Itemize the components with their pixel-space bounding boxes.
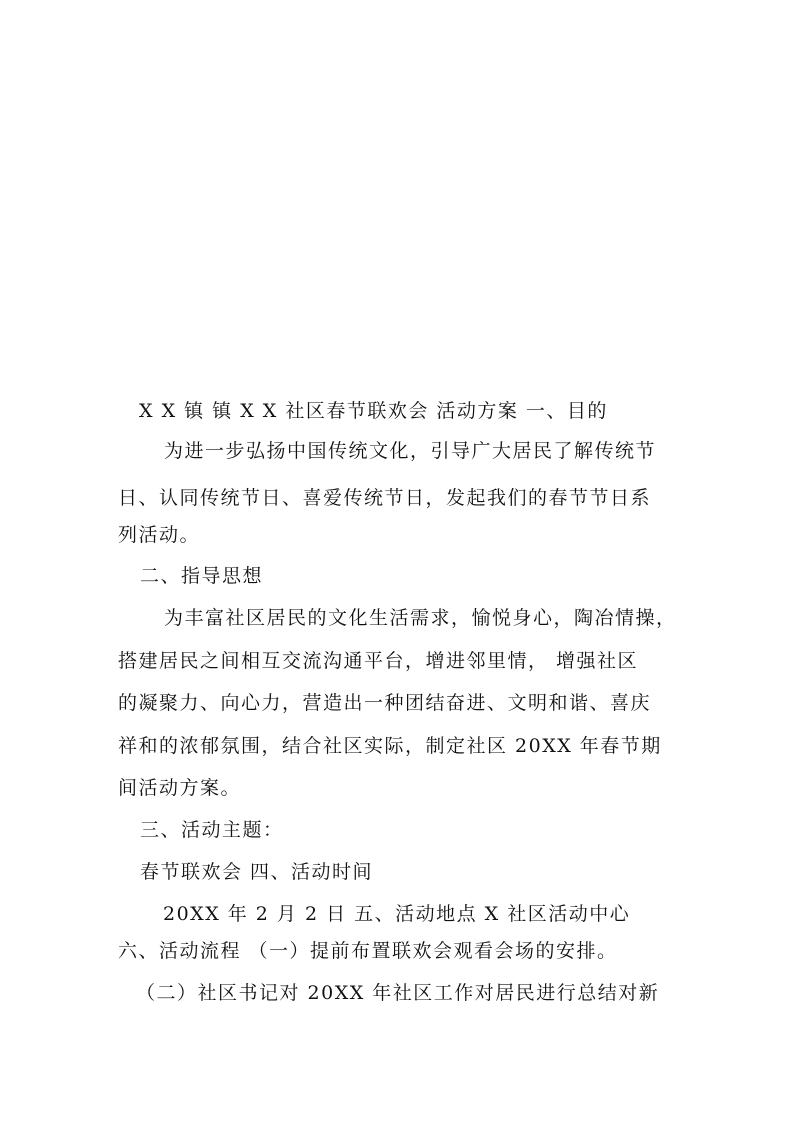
paragraph-line: 六、活动流程 （一）提前布置联欢会观看会场的安排。 [118,940,618,962]
paragraph-line: （二）社区书记对 20XX 年社区工作对居民进行总结对新 [136,982,660,1004]
paragraph-line: 的凝聚力、向心力，营造出一种团结奋进、文明和谐、喜庆 [118,692,652,714]
paragraph-line: 为丰富社区居民的文化生活需求，愉悦身心，陶冶情操， [164,607,677,629]
paragraph-line: 间活动方案。 [118,777,242,799]
paragraph-line: 列活动。 [118,524,201,546]
paragraph-line: 为进一步弘扬中国传统文化，引导广大居民了解传统节 [164,440,657,462]
paragraph-line: 祥和的浓郁氛围，结合社区实际，制定社区 20XX 年春节期 [118,735,662,757]
paragraph-line: 日、认同传统节日、喜爱传统节日，发起我们的春节节日系 [118,487,652,509]
paragraph-line: 20XX 年 2 月 2 日 五、活动地点 X 社区活动中心 [163,903,631,925]
paragraph-line: 搭建居民之间相互交流沟通平台，增进邻里情， 增强社区 [118,650,639,672]
section-heading: 三、活动主题： [140,819,284,841]
section-heading: 二、指导思想 [140,565,264,587]
paragraph-line: 春节联欢会 四、活动时间 [140,861,374,883]
document-title-line: X X 镇 镇 X X 社区春节联欢会 活动方案 一、目的 [139,400,608,422]
